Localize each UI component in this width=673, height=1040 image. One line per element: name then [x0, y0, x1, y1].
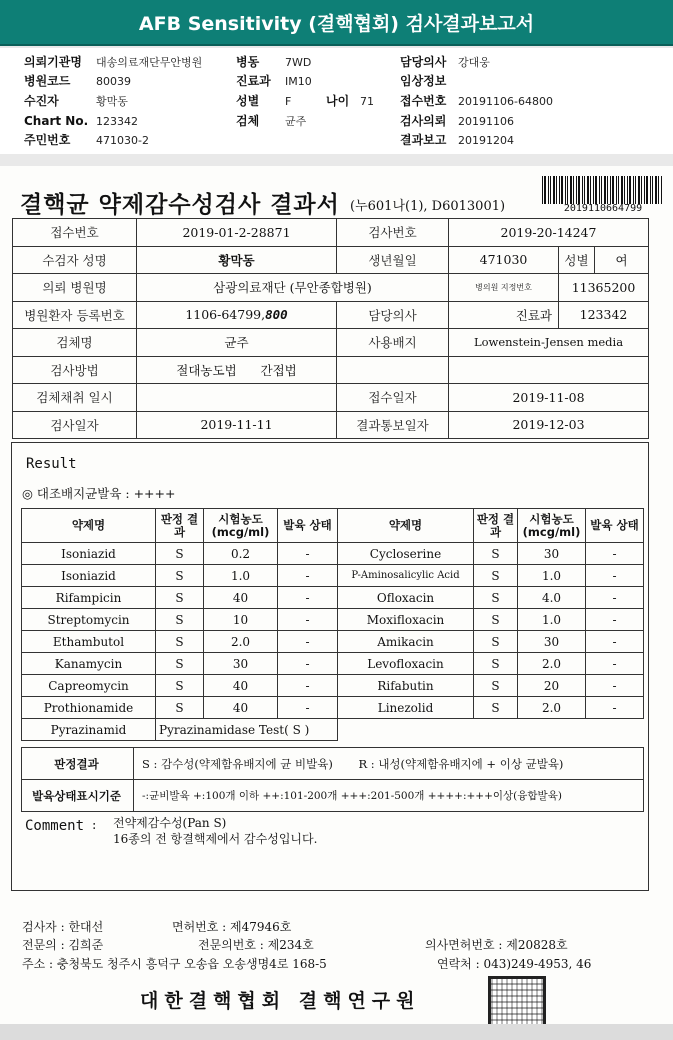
- info-value: 20191106: [458, 115, 514, 128]
- method-label: 검사방법: [13, 356, 137, 384]
- comment-line: 전약제감수성(Pan S): [113, 816, 227, 830]
- hospital-code: 11365200: [559, 274, 649, 302]
- registration-no: [137, 301, 337, 329]
- drug-result: S: [474, 587, 518, 609]
- method-2: 간접법: [260, 362, 297, 378]
- receipt-no-label: 접수번호: [13, 219, 137, 247]
- license-no: 면허번호 : 제47946호: [172, 920, 292, 934]
- test-no: 2019-20-14247: [449, 219, 649, 247]
- drug-result: S: [474, 609, 518, 631]
- registration-label: 병원환자 등록번호: [13, 301, 137, 329]
- legend-s: S : 감수성(약제함유배지에 균 비발육): [142, 756, 333, 771]
- comment-line: 16종의 전 항결핵제에서 감수성입니다.: [113, 832, 318, 846]
- drug-growth: -: [278, 565, 338, 587]
- method-1: 절대농도법: [176, 362, 237, 378]
- scanned-report: [0, 166, 673, 1040]
- growth-header: 발육 상태: [586, 509, 644, 543]
- barcode-number: 2019110664799: [563, 203, 643, 214]
- birth-value: 471030: [449, 246, 559, 274]
- comment-label: Comment: [25, 818, 85, 834]
- drug-concentration: 2.0: [518, 697, 586, 719]
- method-value: [137, 356, 337, 384]
- drug-name: Prothionamide: [22, 697, 156, 719]
- drug-growth: -: [278, 697, 338, 719]
- drug-result: S: [156, 543, 204, 565]
- drug-growth: -: [278, 653, 338, 675]
- test-date-label: 검사일자: [13, 411, 137, 439]
- info-value: 80039: [96, 75, 131, 88]
- test-no-label: 검사번호: [337, 219, 449, 247]
- result-label: Result: [26, 456, 77, 472]
- drug-result: S: [474, 543, 518, 565]
- pyrazinamidase-test: Pyrazinamidase Test( S ): [156, 719, 338, 741]
- drug-growth: -: [278, 675, 338, 697]
- info-label: 병원코드: [24, 74, 71, 88]
- drug-concentration: 40: [204, 675, 278, 697]
- info-value: 123342: [96, 115, 138, 128]
- doctor-label: 담당의사: [337, 301, 449, 329]
- info-value: 471030-2: [96, 134, 149, 147]
- drug-name: Rifabutin: [338, 675, 474, 697]
- growth-header: 발육 상태: [278, 509, 338, 543]
- info-label: 성별: [236, 94, 260, 108]
- barcode-icon: [541, 176, 665, 204]
- hospital-label: 의뢰 병원명: [13, 274, 137, 302]
- drug-result: S: [156, 653, 204, 675]
- drug-name: Levofloxacin: [338, 653, 474, 675]
- collect-value: [137, 384, 337, 412]
- info-label: 담당의사: [400, 55, 447, 69]
- sex-value: 여: [595, 246, 649, 274]
- table-row: [22, 697, 644, 719]
- drug-result: S: [156, 609, 204, 631]
- info-label: Chart No.: [24, 114, 89, 128]
- drug-concentration: 2.0: [204, 631, 278, 653]
- info-value: F: [285, 95, 292, 108]
- judgement-legend: [134, 748, 644, 780]
- table-row: [22, 653, 644, 675]
- info-label: 접수번호: [400, 94, 447, 108]
- control-growth: ◎ 대조배지균발육 : ++++: [22, 486, 176, 501]
- drug-name-header: 약제명: [338, 509, 474, 543]
- specimen-label: 검체명: [13, 329, 137, 357]
- table-row: [22, 675, 644, 697]
- drug-result: S: [474, 697, 518, 719]
- drug-result: S: [474, 631, 518, 653]
- specialist: 전문의 : 김희준: [22, 938, 104, 952]
- legend-r: R : 내성(약제함유배지에 + 이상 균발육): [358, 756, 564, 771]
- address: 주소 : 충청북도 청주시 흥덕구 오송읍 오송생명4로 168-5: [22, 957, 327, 971]
- drug-concentration: 1.0: [204, 565, 278, 587]
- specimen-value: 균주: [137, 329, 337, 357]
- drug-growth: -: [278, 609, 338, 631]
- dept-value: 123342: [559, 301, 649, 329]
- drug-concentration: 1.0: [518, 565, 586, 587]
- drug-name: Ethambutol: [22, 631, 156, 653]
- info-value: 20191106-64800: [458, 95, 553, 108]
- drug-growth: -: [586, 675, 644, 697]
- drug-concentration: 1.0: [518, 609, 586, 631]
- drug-concentration: 2.0: [518, 653, 586, 675]
- info-label: 결과보고: [400, 133, 447, 147]
- drug-result: S: [156, 565, 204, 587]
- drug-name: Amikacin: [338, 631, 474, 653]
- drug-result: S: [156, 631, 204, 653]
- drug-concentration: 30: [518, 631, 586, 653]
- drug-name: Pyrazinamid: [22, 719, 156, 741]
- drug-growth: -: [586, 697, 644, 719]
- comment-colon: :: [92, 818, 97, 833]
- info-label: 수진자: [24, 94, 59, 108]
- drug-name: Isoniazid: [22, 565, 156, 587]
- table-row: [22, 565, 644, 587]
- growth-legend-label: 발육상태표시기준: [22, 780, 134, 812]
- document-title: 결핵균 약제감수성검사 결과서: [20, 191, 340, 218]
- document-subtitle: (누601나(1), D6013001): [350, 199, 506, 214]
- drug-name: Capreomycin: [22, 675, 156, 697]
- info-label: 나이: [326, 94, 350, 108]
- test-date: 2019-11-11: [137, 411, 337, 439]
- drug-concentration: 40: [204, 697, 278, 719]
- patient-name: 황막동: [137, 246, 337, 274]
- info-value: 7WD: [285, 56, 312, 69]
- legend-table: [21, 747, 644, 812]
- drug-concentration: 20: [518, 675, 586, 697]
- drug-concentration: 30: [518, 543, 586, 565]
- sex-label: 성별: [559, 246, 595, 274]
- drug-growth: -: [586, 587, 644, 609]
- info-value: 황막동: [96, 95, 128, 108]
- drug-growth: -: [586, 653, 644, 675]
- info-value: 20191204: [458, 134, 514, 147]
- drug-name: Isoniazid: [22, 543, 156, 565]
- drug-result: S: [156, 675, 204, 697]
- doctor-license: 의사면허번호 : 제20828호: [425, 938, 568, 952]
- table-row: [22, 609, 644, 631]
- table-row: [22, 543, 644, 565]
- contact: 연락처 : 043)249-4953, 46: [437, 957, 592, 971]
- drug-concentration: 30: [204, 653, 278, 675]
- drug-name: Cycloserine: [338, 543, 474, 565]
- concentration-header: 시험농도 (mcg/ml): [204, 509, 278, 543]
- medium-value: Lowenstein-Jensen media: [449, 329, 649, 357]
- received-date: 2019-11-08: [449, 384, 649, 412]
- dept-label: 진료과: [449, 301, 559, 329]
- report-date: 2019-12-03: [449, 411, 649, 439]
- concentration-header: 시험농도 (mcg/ml): [518, 509, 586, 543]
- medium-label: 사용배지: [337, 329, 449, 357]
- drug-concentration: 4.0: [518, 587, 586, 609]
- drug-growth: -: [278, 631, 338, 653]
- drug-name: Moxifloxacin: [338, 609, 474, 631]
- drug-concentration: 40: [204, 587, 278, 609]
- birth-label: 생년월일: [337, 246, 449, 274]
- receipt-no: 2019-01-2-28871: [137, 219, 337, 247]
- drug-name: Ofloxacin: [338, 587, 474, 609]
- info-label: 검사의뢰: [400, 114, 447, 128]
- patient-info-panel: [0, 48, 673, 154]
- drug-name: Linezolid: [338, 697, 474, 719]
- info-value: IM10: [285, 75, 312, 88]
- collect-label: 검체채취 일시: [13, 384, 137, 412]
- empty-cell: [338, 719, 644, 741]
- drug-growth: -: [586, 609, 644, 631]
- info-label: 임상정보: [400, 74, 447, 88]
- info-value: 71: [360, 95, 374, 108]
- drug-result: S: [156, 697, 204, 719]
- organization-name: 대한결핵협회 결핵연구원: [140, 990, 421, 1012]
- drug-growth: -: [586, 631, 644, 653]
- info-label: 검체: [236, 114, 260, 128]
- hospital-code-label: 병의원 지정번호: [449, 274, 559, 302]
- drug-table: [21, 508, 644, 741]
- drug-name: Kanamycin: [22, 653, 156, 675]
- info-value: 균주: [285, 115, 307, 128]
- info-label: 의뢰기관명: [24, 55, 82, 69]
- judgement-legend-label: 판정결과: [22, 748, 134, 780]
- growth-legend: -:균비발육 +:100개 이하 ++:101-200개 +++:201-500개 ++++:+++이상(융합발육): [134, 780, 644, 812]
- drug-result: S: [474, 675, 518, 697]
- drug-growth: -: [586, 565, 644, 587]
- report-title: AFB Sensitivity (결핵협회) 검사결과보고서: [0, 0, 673, 46]
- info-label: 진료과: [236, 74, 271, 88]
- judgement-header: 판정 결과: [156, 509, 204, 543]
- drug-name: Rifampicin: [22, 587, 156, 609]
- drug-name: P-Aminosalicylic Acid: [338, 565, 474, 587]
- info-label: 주민번호: [24, 133, 71, 147]
- drug-name: Streptomycin: [22, 609, 156, 631]
- drug-result: S: [156, 587, 204, 609]
- info-value: 대송의료재단무안병원: [96, 56, 203, 69]
- info-label: 병동: [236, 55, 260, 69]
- tester: 검사자 : 한대선: [22, 920, 104, 934]
- judgement-header: 판정 결과: [474, 509, 518, 543]
- hospital-name: 삼광의료재단 (무안종합병원): [137, 274, 449, 302]
- specialist-no: 전문의번호 : 제234호: [198, 938, 314, 952]
- patient-table: [12, 218, 649, 439]
- table-row: [22, 631, 644, 653]
- drug-result: S: [474, 565, 518, 587]
- received-label: 접수일자: [337, 384, 449, 412]
- bottom-bar: [0, 1024, 673, 1040]
- drug-growth: -: [586, 543, 644, 565]
- report-date-label: 결과통보일자: [337, 411, 449, 439]
- drug-concentration: 10: [204, 609, 278, 631]
- drug-result: S: [474, 653, 518, 675]
- empty-cell: [337, 356, 449, 384]
- table-row: [22, 719, 644, 741]
- table-row: [22, 587, 644, 609]
- drug-growth: -: [278, 543, 338, 565]
- handwritten-number: 800: [265, 307, 288, 323]
- empty-cell: [449, 356, 649, 384]
- drug-name-header: 약제명: [22, 509, 156, 543]
- registration-number: 1106-64799,: [185, 307, 266, 323]
- drug-concentration: 0.2: [204, 543, 278, 565]
- drug-growth: -: [278, 587, 338, 609]
- info-value: 강대웅: [458, 56, 490, 69]
- name-label: 수검자 성명: [13, 246, 137, 274]
